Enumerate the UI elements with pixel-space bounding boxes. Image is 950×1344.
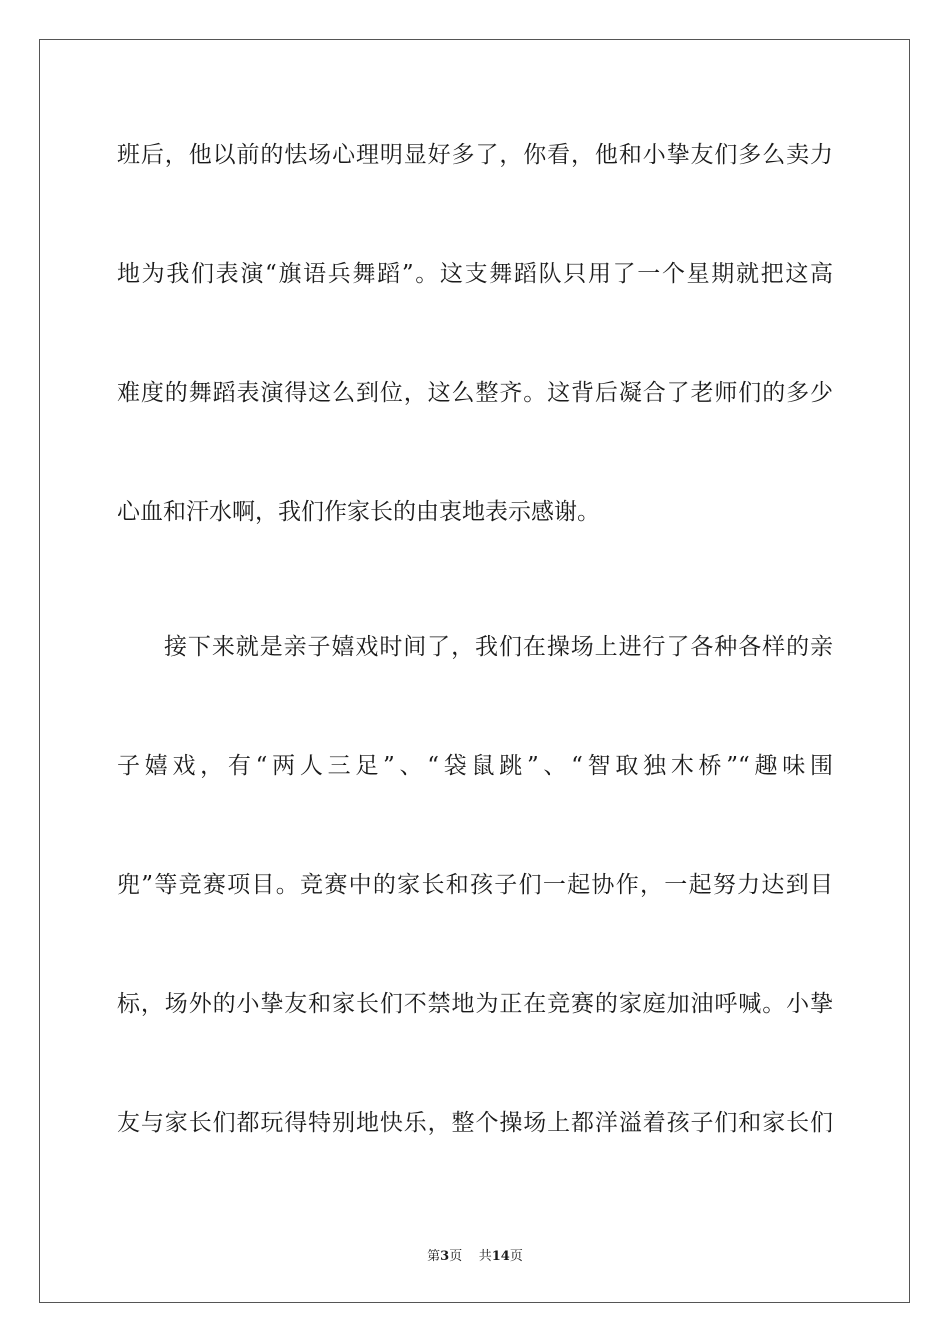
paragraph-first-line: 接下来就是亲子嬉戏时间了，我们在操场上进行了各种各样的亲: [164, 634, 833, 660]
text-line: 友与家长们都玩得特别地快乐，整个操场上都洋溢着孩子们和家长们: [117, 1110, 833, 1136]
total-pages: 14: [491, 1249, 510, 1264]
text-line: 难度的舞蹈表演得这么到位，这么整齐。这背后凝合了老师们的多少: [117, 380, 833, 406]
page-number: 3: [440, 1249, 450, 1264]
text-line: 心血和汗水啊，我们作家长的由衷地表示感谢。: [117, 499, 600, 525]
text-line: 地为我们表演“旗语兵舞蹈”。这支舞蹈队只用了一个星期就把这高: [117, 261, 833, 287]
text-line: 子嬉戏，有“两人三足”、“袋鼠跳”、“智取独木桥”“趣味围: [117, 753, 833, 779]
text-line: 标，场外的小挚友和家长们不禁地为正在竞赛的家庭加油呼喊。小挚: [117, 991, 833, 1017]
total-suffix: 页: [509, 1249, 523, 1264]
text-line: 兜”等竞赛项目。竞赛中的家长和孩子们一起协作，一起努力达到目: [117, 872, 833, 898]
text-line: 班后，他以前的怯场心理明显好多了，你看，他和小挚友们多么卖力: [117, 142, 833, 168]
page-footer: [0, 1248, 950, 1266]
page-prefix: 第: [427, 1249, 441, 1264]
total-prefix: 共: [478, 1249, 492, 1264]
page-suffix: 页: [449, 1249, 463, 1264]
